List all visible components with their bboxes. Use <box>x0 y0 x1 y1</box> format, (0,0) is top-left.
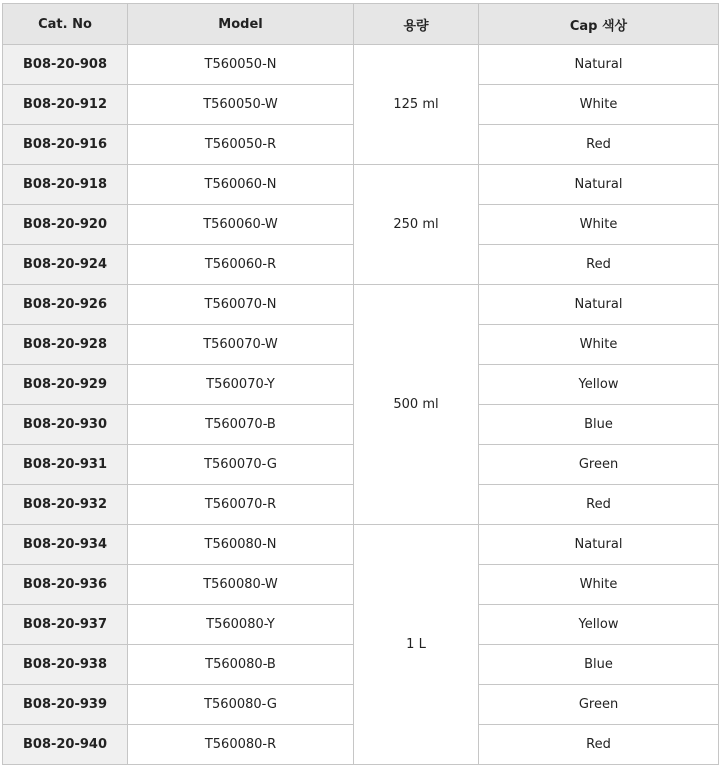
cat-no-cell: B08-20-929 <box>3 365 128 405</box>
model-cell: T560070-W <box>128 325 354 365</box>
model-cell: T560060-N <box>128 165 354 205</box>
cap-color-cell: White <box>479 565 719 605</box>
cat-no-cell: B08-20-931 <box>3 445 128 485</box>
cap-color-cell: Yellow <box>479 605 719 645</box>
model-cell: T560080-B <box>128 645 354 685</box>
cap-color-cell: Natural <box>479 285 719 325</box>
cap-color-cell: White <box>479 325 719 365</box>
model-cell: T560080-N <box>128 525 354 565</box>
cat-no-cell: B08-20-936 <box>3 565 128 605</box>
cap-color-cell: Red <box>479 125 719 165</box>
cap-color-cell: Natural <box>479 525 719 565</box>
cat-no-cell: B08-20-934 <box>3 525 128 565</box>
volume-cell: 250 ml <box>354 165 479 285</box>
model-cell: T560080-R <box>128 725 354 765</box>
cat-no-cell: B08-20-912 <box>3 85 128 125</box>
header-volume: 용량 <box>354 4 479 45</box>
model-cell: T560070-Y <box>128 365 354 405</box>
cap-color-cell: White <box>479 85 719 125</box>
cat-no-cell: B08-20-918 <box>3 165 128 205</box>
cat-no-cell: B08-20-920 <box>3 205 128 245</box>
table-row <box>3 45 719 85</box>
cat-no-cell: B08-20-932 <box>3 485 128 525</box>
header-cat-no: Cat. No <box>3 4 128 45</box>
model-cell: T560070-B <box>128 405 354 445</box>
cat-no-cell: B08-20-938 <box>3 645 128 685</box>
model-cell: T560070-N <box>128 285 354 325</box>
model-cell: T560050-R <box>128 125 354 165</box>
volume-cell: 1 L <box>354 525 479 765</box>
model-cell: T560050-N <box>128 45 354 85</box>
model-cell: T560080-Y <box>128 605 354 645</box>
table-row <box>3 165 719 205</box>
model-cell: T560070-R <box>128 485 354 525</box>
cap-color-cell: Blue <box>479 645 719 685</box>
model-cell: T560080-W <box>128 565 354 605</box>
table-row <box>3 525 719 565</box>
cap-color-cell: Blue <box>479 405 719 445</box>
header-row <box>3 4 719 45</box>
cat-no-cell: B08-20-930 <box>3 405 128 445</box>
table-body <box>3 45 719 765</box>
cap-color-cell: Red <box>479 725 719 765</box>
cap-color-cell: Red <box>479 485 719 525</box>
model-cell: T560080-G <box>128 685 354 725</box>
model-cell: T560050-W <box>128 85 354 125</box>
volume-cell: 500 ml <box>354 285 479 525</box>
cat-no-cell: B08-20-937 <box>3 605 128 645</box>
cap-color-cell: White <box>479 205 719 245</box>
cat-no-cell: B08-20-939 <box>3 685 128 725</box>
model-cell: T560060-W <box>128 205 354 245</box>
cap-color-cell: Natural <box>479 165 719 205</box>
table-row <box>3 285 719 325</box>
cap-color-cell: Green <box>479 685 719 725</box>
model-cell: T560070-G <box>128 445 354 485</box>
volume-cell: 125 ml <box>354 45 479 165</box>
header-cap-color: Cap 색상 <box>479 4 719 45</box>
cap-color-cell: Red <box>479 245 719 285</box>
cap-color-cell: Natural <box>479 45 719 85</box>
model-cell: T560060-R <box>128 245 354 285</box>
product-spec-table <box>2 3 719 765</box>
cat-no-cell: B08-20-940 <box>3 725 128 765</box>
header-model: Model <box>128 4 354 45</box>
cat-no-cell: B08-20-926 <box>3 285 128 325</box>
cap-color-cell: Green <box>479 445 719 485</box>
cat-no-cell: B08-20-916 <box>3 125 128 165</box>
cat-no-cell: B08-20-924 <box>3 245 128 285</box>
cat-no-cell: B08-20-908 <box>3 45 128 85</box>
cap-color-cell: Yellow <box>479 365 719 405</box>
cat-no-cell: B08-20-928 <box>3 325 128 365</box>
table-header <box>3 4 719 45</box>
